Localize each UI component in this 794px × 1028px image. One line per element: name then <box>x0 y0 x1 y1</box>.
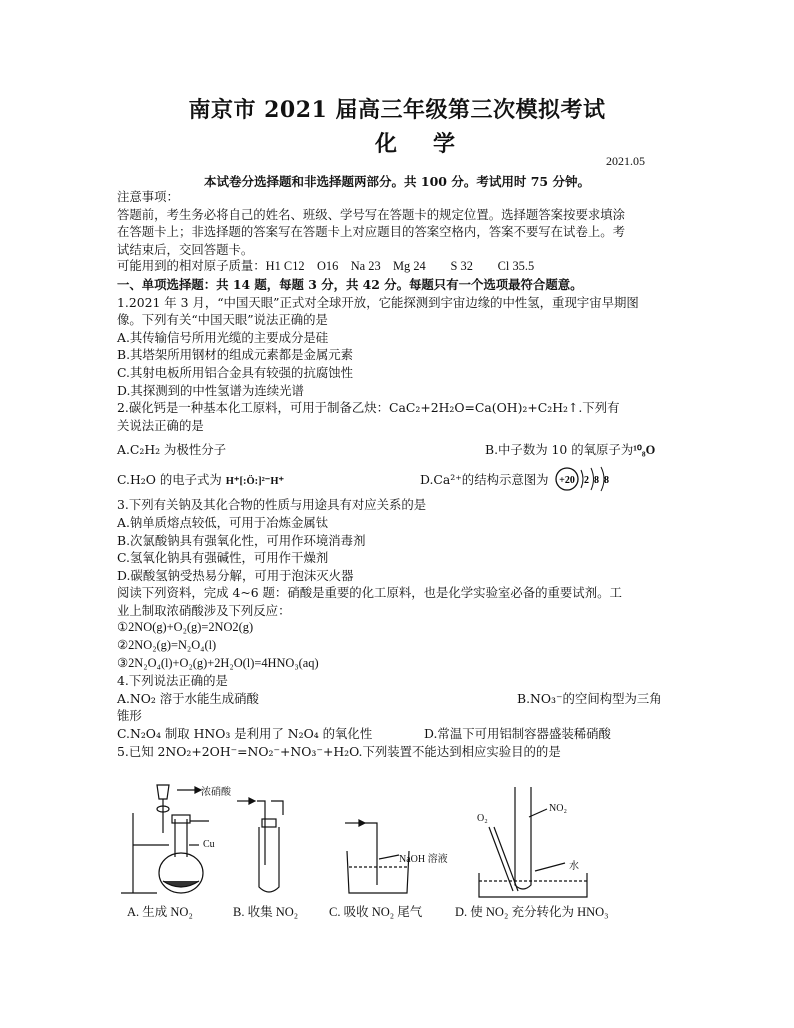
q2-option-b-text: B.中子数为 10 的氧原子为 <box>485 442 634 458</box>
nucleus-charge: +20 <box>559 475 575 487</box>
q4-option-a: A.NO₂ 溶于水能生成硝酸 <box>117 690 259 706</box>
notes-line-2: 在答题卡上；非选择题的答案写在答题卡上对应题目的答案空格内，答案不要写在试卷上。考 <box>117 224 626 240</box>
shell-2-count: 8 <box>594 475 599 487</box>
q2-row-cd <box>117 464 677 496</box>
q1-option-a: A.其传输信号所用光缆的主要成分是硅 <box>117 329 329 345</box>
label-water: 水 <box>569 861 579 872</box>
q3-option-b: B.次氯酸钠具有强氧化性，可用作环境消毒剂 <box>117 532 366 548</box>
apparatus-drawing <box>117 775 637 900</box>
q3-option-a: A.钠单质熔点较低，可用于冶炼金属钛 <box>117 514 329 530</box>
label-nitrogen-dioxide: NO₂ <box>549 803 567 814</box>
q1-stem-line-2: 像。下列有关“中国天眼”说法正确的是 <box>117 312 328 328</box>
label-conc-nitric-acid: 浓硝酸 <box>201 787 231 798</box>
notes-line-1: 答题前，考生务必将自己的姓名、班级、学号写在答题卡的规定位置。选择题答案按要求填涂 <box>117 206 626 222</box>
caption-a: A. 生成 NO₂ <box>127 905 193 919</box>
shell-3-count: 8 <box>604 475 609 487</box>
section-heading: 一、单项选择题：共 14 题，每题 3 分，共 42 分。每题只有一个选项最符合题意。 <box>117 276 583 292</box>
q4-option-d: D.常温下可用铝制容器盛装稀硝酸 <box>424 726 611 742</box>
q1-option-c: C.其射电板所用铝合金具有较强的抗腐蚀性 <box>117 364 354 380</box>
caption-d: D. 使 NO₂ 充分转化为 HNO₃ <box>455 905 609 919</box>
q4-row-ab <box>117 690 677 708</box>
reading-line-1: 阅读下列资料，完成 4~6 题：硝酸是重要的化工原料，也是化学实验室必备的重要试剂。工 <box>117 585 622 601</box>
q3-option-d: D.碳酸氢钠受热易分解，可用于泡沫灭火器 <box>117 567 354 583</box>
apparatus-figure <box>117 775 637 923</box>
exam-title: 南京市 2021 届高三年级第三次模拟考试 <box>188 97 606 123</box>
shell-1-count: 2 <box>584 475 589 487</box>
calcium-ion-structure-diagram <box>553 464 611 494</box>
q2-option-a: A.C₂H₂ 为极性分子 <box>117 442 226 458</box>
reaction-2: ②2NO₂(g)=N₂O₄(l) <box>117 638 217 653</box>
atomic-masses: 可能用到的相对原子质量：H1 C12 O16 Na 23 Mg 24 S 32 Cl 35.5 <box>117 259 535 274</box>
label-copper: Cu <box>203 839 215 850</box>
q2-row-ab <box>117 434 677 464</box>
label-naoh-solution: NaOH 溶液 <box>399 854 448 865</box>
reaction-3: ③2N₂O₄(l)+O₂(g)+2H₂O(l)=4HNO₃(aq) <box>117 655 319 670</box>
q2-stem-line-2: 关说法正确的是 <box>117 417 204 433</box>
exam-date: 2021.05 <box>606 154 645 168</box>
q3-stem: 3.下列有关钠及其化合物的性质与用途具有对应关系的是 <box>117 497 427 513</box>
q4-stem: 4.下列说法正确的是 <box>117 673 228 689</box>
q5-stem: 5.已知 2NO₂+2OH⁻=NO₂⁻+NO₃⁻+H₂O.下列装置不能达到相应实验目的的是 <box>117 743 561 759</box>
reaction-1: ①2NO(g)+O₂(g)=2NO2(g) <box>117 620 254 635</box>
q2-stem-line-1: 2.碳化钙是一种基本化工原料，可用于制备乙炔：CaC₂+2H₂O=Ca(OH)₂+C₂H₂↑.下列有 <box>117 400 620 416</box>
caption-b: B. 收集 NO₂ <box>233 905 299 919</box>
water-electron-formula: H⁺[:Ö:]²⁻H⁺ <box>225 476 285 488</box>
q2-option-b <box>485 441 655 460</box>
label-oxygen: O₂ <box>477 813 488 824</box>
caption-c: C. 吸收 NO₂ 尾气 <box>329 905 423 919</box>
q1-option-d: D.其探测到的中性氢谱为连续光谱 <box>117 382 304 398</box>
q4-option-c: C.N₂O₄ 制取 HNO₃ 是利用了 N₂O₄ 的氧化性 <box>117 726 373 742</box>
subject-title: 化学 <box>374 131 491 157</box>
q2-option-d <box>420 471 549 489</box>
q4-row-cd <box>117 725 677 743</box>
notes-heading: 注意事项： <box>117 189 179 204</box>
exam-intro: 本试卷分选择题和非选择题两部分。共 100 分。考试用时 75 分钟。 <box>204 174 590 189</box>
q1-option-b: B.其塔架所用钢材的组成元素都是金属元素 <box>117 347 354 363</box>
q2-option-c-text: C.H₂O 的电子式为 <box>117 472 222 488</box>
oxygen-isotope: ¹⁰₈O <box>633 443 656 458</box>
q2-option-c <box>117 471 284 491</box>
q3-option-c: C.氢氧化钠具有强碱性，可用作干燥剂 <box>117 550 329 566</box>
q1-stem-line-1: 1.2021 年 3 月，“中国天眼”正式对全球开放，它能探测到宇宙边缘的中性氢，重现宇宙早期图 <box>117 294 639 310</box>
reading-line-2: 业上制取浓硝酸涉及下列反应： <box>117 602 291 618</box>
q4-option-b: B.NO₃⁻的空间构型为三角 <box>517 690 662 706</box>
notes-line-3: 试结束后，交回答题卡。 <box>117 241 254 257</box>
q2-option-d-text: D.Ca²⁺的结构示意图为 <box>420 472 549 488</box>
q4-option-b-cont: 锥形 <box>117 708 142 724</box>
exam-body <box>117 188 677 760</box>
